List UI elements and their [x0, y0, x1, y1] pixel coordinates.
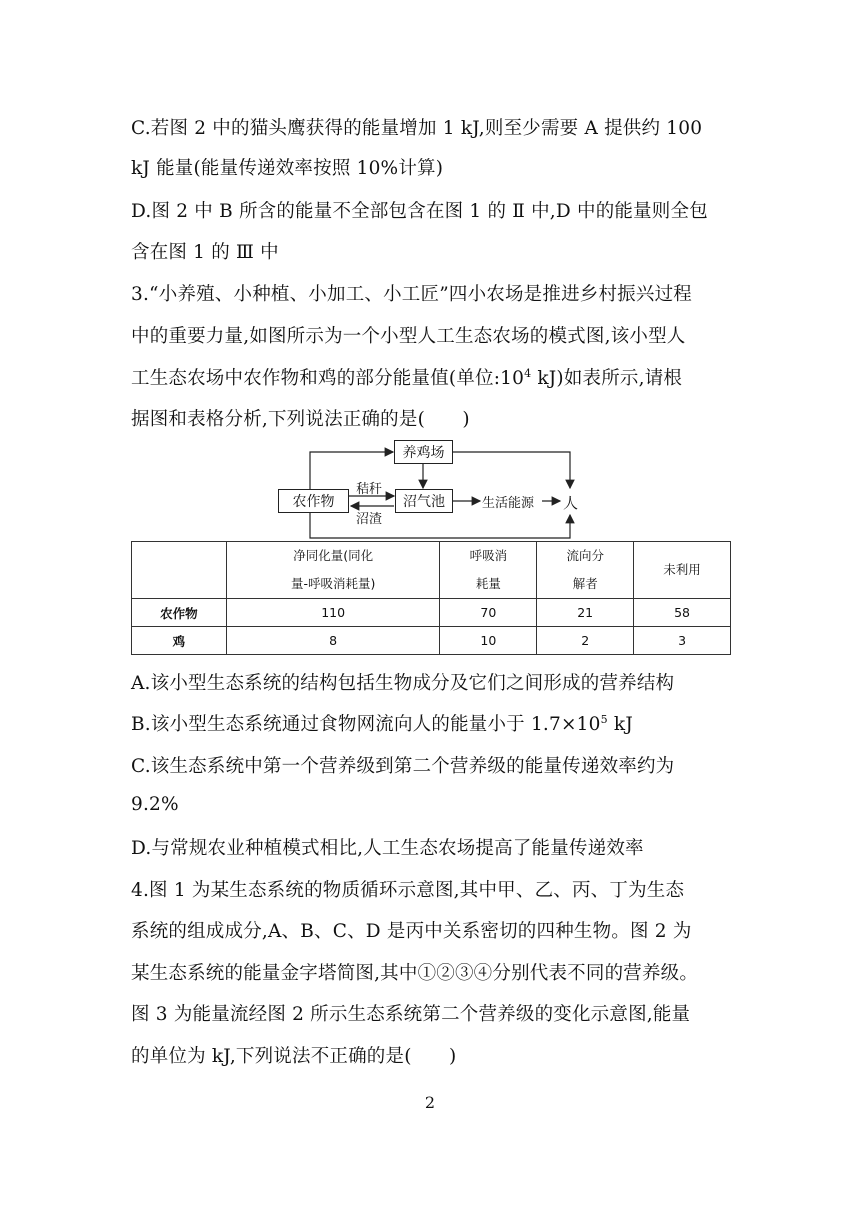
straw-label: 秸秆: [356, 482, 383, 497]
page-number: 2: [424, 1093, 436, 1112]
energy-table: [131, 541, 731, 655]
row-name: 农作物: [132, 599, 227, 627]
option-c-line-1: C.若图 2 中的猫头鹰获得的能量增加 1 kJ,则至少需要 A 提供约 100: [131, 118, 703, 139]
option-d-3: D.与常规农业种植模式相比,人工生态农场提高了能量传递效率: [131, 838, 644, 859]
option-d-line-2: 含在图 1 的 Ⅲ 中: [131, 242, 279, 263]
biogas-box: 沼气池: [395, 489, 453, 513]
table-row: [132, 627, 731, 655]
cell-resp: 10: [440, 627, 537, 655]
cell-net: 110: [226, 599, 440, 627]
option-a: A.该小型生态系统的结构包括生物成分及它们之间形成的营养结构: [131, 673, 675, 694]
cell-decomp: 21: [537, 599, 634, 627]
question-3-line-4: 据图和表格分析,下列说法正确的是( ): [131, 409, 470, 430]
table-header-row: [132, 542, 731, 599]
header-empty: [132, 542, 227, 599]
option-b-a: B.该小型生态系统通过食物网流向人的能量小于 1.7×10: [131, 714, 601, 735]
table-row: [132, 599, 731, 627]
chicken-farm-box: 养鸡场: [394, 440, 453, 464]
option-c-3-line-2: 9.2%: [131, 794, 179, 815]
cell-unused: 58: [634, 599, 731, 627]
question-3-line-3: [131, 364, 682, 390]
option-b: [131, 710, 633, 736]
exponent-5: 5: [600, 712, 608, 726]
row-name: 鸡: [132, 627, 227, 655]
option-d-line-1: D.图 2 中 B 所含的能量不全部包含在图 1 的 Ⅱ 中,D 中的能量则全包: [131, 201, 708, 222]
question-4-line-4: 图 3 为能量流经图 2 所示生态系统第二个营养级的变化示意图,能量: [131, 1004, 691, 1025]
question-3-line-3-a: 工生态农场中农作物和鸡的部分能量值(单位:10: [131, 368, 525, 389]
cell-net: 8: [226, 627, 440, 655]
header-respiration: 呼吸消 耗量: [440, 542, 537, 599]
option-c-3-line-1: C.该生态系统中第一个营养级到第二个营养级的能量传递效率约为: [131, 756, 675, 777]
question-4-line-3: 某生态系统的能量金字塔简图,其中①②③④分别代表不同的营养级。: [131, 963, 699, 984]
question-4-line-2: 系统的组成成分,A、B、C、D 是丙中关系密切的四种生物。图 2 为: [131, 921, 692, 942]
cell-unused: 3: [634, 627, 731, 655]
life-energy-label: 生活能源: [482, 496, 535, 511]
exponent-4: 4: [524, 366, 532, 380]
question-3-line-1: 3.“小养殖、小种植、小加工、小工匠”四小农场是推进乡村振兴过程: [131, 284, 692, 305]
header-decomposer: 流向分 解者: [537, 542, 634, 599]
header-unused: 未利用: [634, 542, 731, 599]
cell-resp: 70: [440, 599, 537, 627]
residue-label: 沼渣: [356, 512, 383, 527]
question-3-line-3-b: kJ)如表所示,请根: [531, 368, 683, 389]
question-3-line-2: 中的重要力量,如图所示为一个小型人工生态农场的模式图,该小型人: [131, 326, 686, 347]
crops-box: 农作物: [278, 489, 349, 513]
eco-farm-diagram: [270, 436, 600, 546]
option-b-b: kJ: [607, 714, 633, 735]
question-4-line-5: 的单位为 kJ,下列说法不正确的是( ): [131, 1046, 457, 1067]
human-label: 人: [563, 494, 579, 512]
header-net-assimilation: 净同化量(同化 量-呼吸消耗量): [226, 542, 440, 599]
cell-decomp: 2: [537, 627, 634, 655]
option-c-line-2: kJ 能量(能量传递效率按照 10%计算): [131, 158, 444, 179]
question-4-line-1: 4.图 1 为某生态系统的物质循环示意图,其中甲、乙、丙、丁为生态: [131, 880, 685, 901]
